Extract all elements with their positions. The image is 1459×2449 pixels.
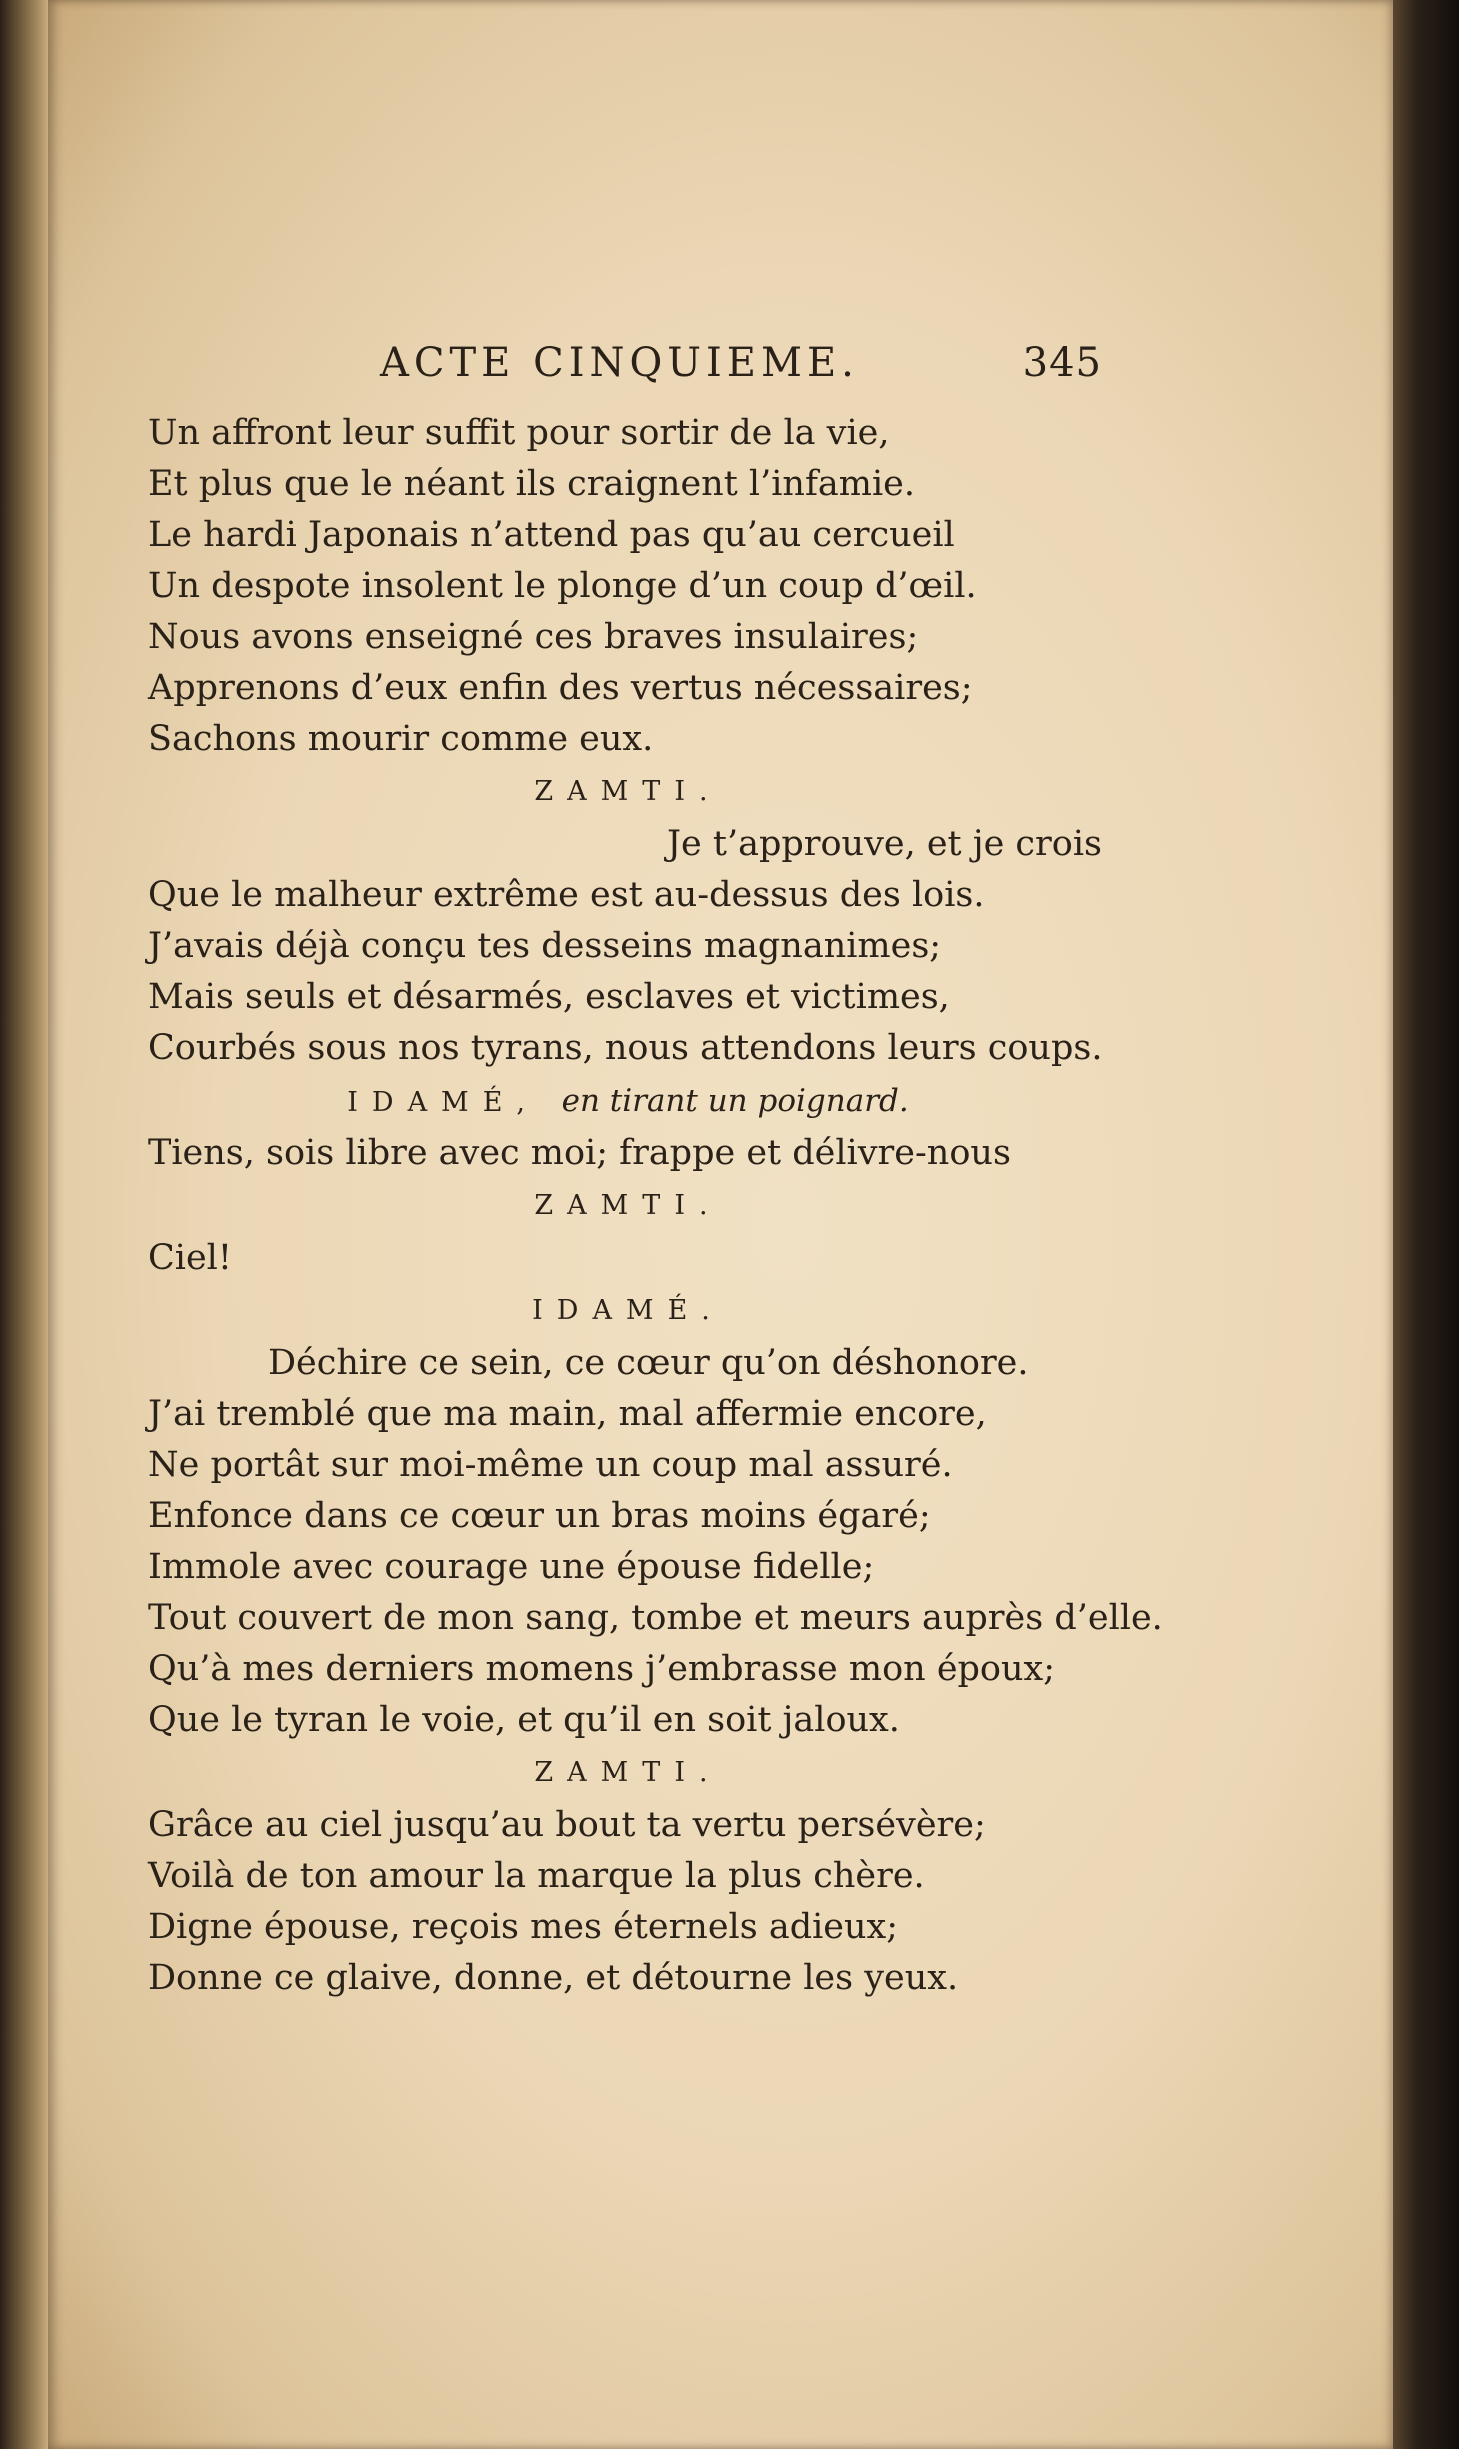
- verse-line: Ne portât sur moi-même un coup mal assuré.: [148, 1445, 953, 1485]
- speaker-name: IDAMÉ.: [532, 1295, 724, 1326]
- verse-line: Tiens, sois libre avec moi; frappe et délivre-nous: [148, 1133, 1011, 1173]
- verse-line: Que le tyran le voie, et qu’il en soit jaloux.: [148, 1700, 900, 1740]
- verse-line: Qu’à mes derniers momens j’embrasse mon époux;: [148, 1649, 1056, 1689]
- text-block: [148, 330, 1163, 2004]
- verse-line: Courbés sous nos tyrans, nous attendons leurs coups.: [148, 1028, 1103, 1068]
- verse-line: Tout couvert de mon sang, tombe et meurs auprès d’elle.: [148, 1598, 1163, 1638]
- speaker-heading: [148, 1074, 1108, 1128]
- speaker-heading: [148, 1284, 1108, 1338]
- speaker-name: ZAMTI.: [534, 1757, 722, 1788]
- verse-line: J’avais déjà conçu tes desseins magnanimes;: [148, 926, 942, 966]
- verse-line: Sachons mourir comme eux.: [148, 719, 654, 759]
- verse-line: Que le malheur extrême est au-dessus des lois.: [148, 875, 985, 915]
- page-number: 345: [1022, 340, 1102, 386]
- verse-line: Donne ce glaive, donne, et détourne les yeux.: [148, 1958, 959, 1998]
- verse-line: Voilà de ton amour la marque la plus chère.: [148, 1856, 925, 1896]
- verse-line: Enfonce dans ce cœur un bras moins égaré;: [148, 1496, 931, 1536]
- verse-line: Ciel!: [148, 1238, 232, 1278]
- speaker-heading: [148, 1746, 1108, 1800]
- speaker-name: ZAMTI.: [534, 776, 722, 807]
- verse-line: Un affront leur suffit pour sortir de la vie,: [148, 413, 890, 453]
- speaker-heading: [148, 765, 1108, 819]
- verse-line: Mais seuls et désarmés, esclaves et victimes,: [148, 977, 950, 1017]
- speaker-heading: [148, 1179, 1108, 1233]
- binding-edge: [0, 0, 48, 2449]
- verse-line: Le hardi Japonais n’attend pas qu’au cercueil: [148, 515, 955, 555]
- page-fore-edge: [1393, 0, 1459, 2449]
- speaker-name: ZAMTI.: [534, 1190, 722, 1221]
- verse-line: J’ai tremblé que ma main, mal affermie encore,: [148, 1394, 987, 1434]
- verse-line: Un despote insolent le plonge d’un coup d’œil.: [148, 566, 977, 606]
- verse-line: Nous avons enseigné ces braves insulaires;: [148, 617, 919, 657]
- verse-line: Digne épouse, reçois mes éternels adieux;: [148, 1907, 899, 1947]
- verse-line: Et plus que le néant ils craignent l’infamie.: [148, 464, 915, 504]
- page-header: [148, 330, 1108, 408]
- running-head: ACTE CINQUIEME.: [380, 340, 859, 386]
- verse-line: Je t’approuve, et je crois: [667, 824, 1102, 864]
- verse-line: Immole avec courage une épouse fidelle;: [148, 1547, 875, 1587]
- verse-line: Déchire ce sein, ce cœur qu’on déshonore.: [268, 1343, 1029, 1383]
- verse-line: Apprenons d’eux enfin des vertus nécessaires;: [148, 668, 973, 708]
- speaker-name: IDAMÉ,: [347, 1087, 539, 1118]
- verse-line: Grâce au ciel jusqu’au bout ta vertu persévère;: [148, 1805, 986, 1845]
- stage-direction: en tirant un poignard.: [561, 1083, 909, 1119]
